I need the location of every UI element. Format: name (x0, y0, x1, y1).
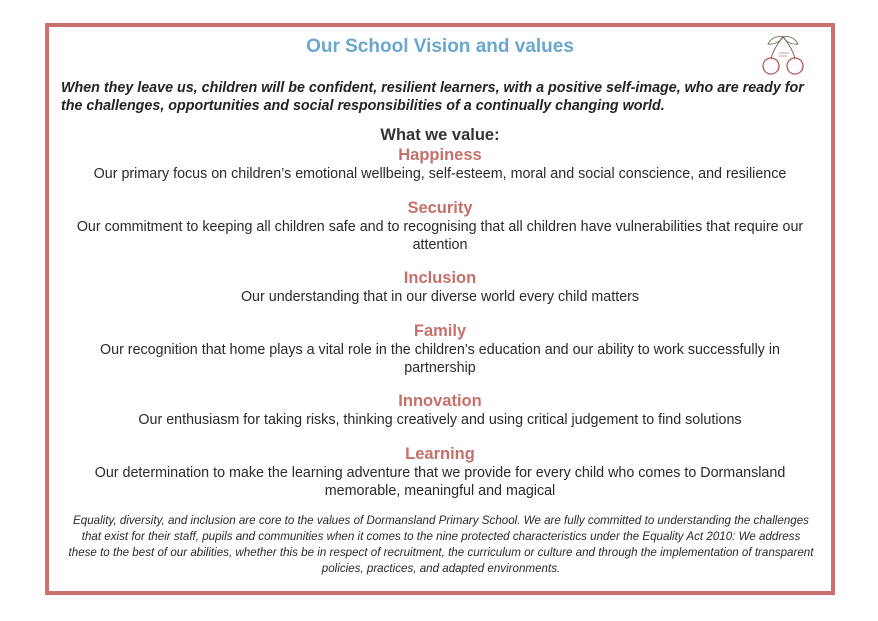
value-description: Our recognition that home plays a vital role in the children’s education and our ability to work successfully in partnership (100, 342, 780, 376)
value-description: Our commitment to keeping all children safe and to recognising that all children have vulnerabilities that require our attention (76, 219, 804, 253)
cherries-icon (759, 33, 807, 77)
page-title: Our School Vision and values (306, 36, 574, 57)
value-name: Inclusion (403, 269, 477, 287)
value-inclusion (63, 268, 817, 306)
value-description: Our determination to make the learning adventure that we provide for every child who comes to Dormansland memorable, meaningful and magical (94, 465, 786, 499)
vision-statement: When they leave us, children will be confident, resilient learners, with a positive self-image, who are ready for the challenges, opportunities and social responsibilities of a continually changing world. (61, 80, 804, 114)
value-security (63, 198, 817, 254)
value-learning (63, 444, 817, 500)
value-name: Happiness (398, 146, 482, 164)
value-description: Our understanding that in our diverse world every child matters (240, 289, 640, 305)
school-logo (759, 33, 807, 77)
equality-statement: Equality, diversity, and inclusion are core to the values of Dormansland Primary School. We are fully committed to understanding the challenges that exist for their staff, pupils and communities when it comes to the nine protected characteristics under the Equality Act 2010: We address these to the best of our abilities, whether this be in respect of recruitment, the curriculum or culture and through the implementation of transparent policies, practices, and adapted environments. (68, 514, 814, 575)
values-heading: What we value: (380, 126, 500, 144)
value-name: Learning (405, 445, 475, 463)
document-frame (45, 23, 835, 595)
value-name: Innovation (398, 392, 482, 410)
value-innovation (63, 391, 817, 429)
value-family (63, 321, 817, 377)
value-name: Family (413, 322, 467, 340)
value-name: Security (407, 199, 473, 217)
value-description: Our primary focus on children’s emotional wellbeing, self-esteem, moral and social conscience, and resilience (93, 166, 787, 182)
value-happiness (63, 145, 817, 183)
value-description: Our enthusiasm for taking risks, thinking creatively and using critical judgement to find solutions (138, 412, 742, 428)
